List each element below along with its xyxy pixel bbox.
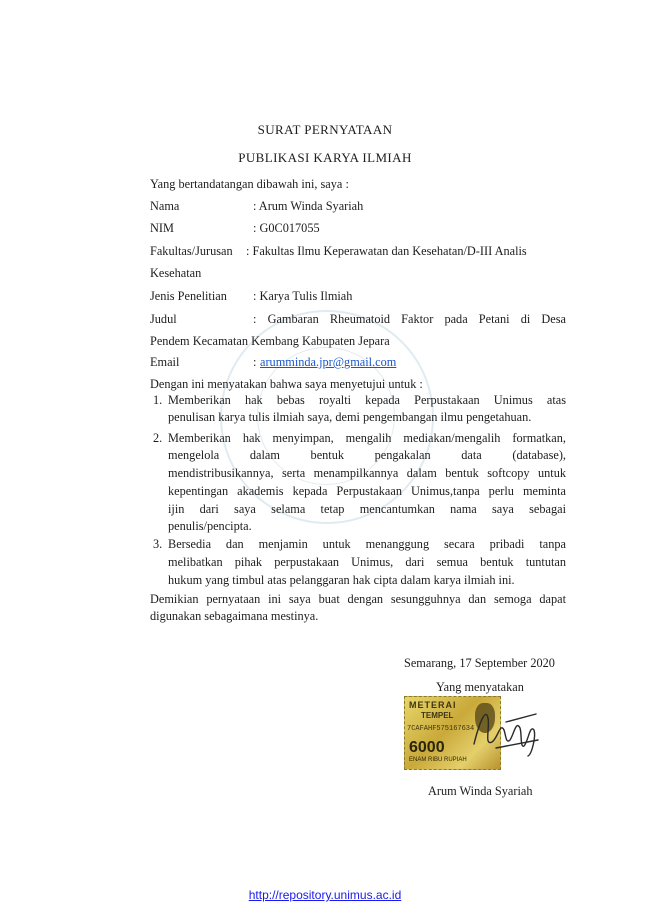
nim-label: NIM	[150, 221, 174, 235]
item-2-line-5: ijin dari saya selama tetap mencantumkan nama saya sebagai	[168, 502, 566, 516]
item-2-number: 2.	[153, 431, 163, 445]
fakultas-continuation: Kesehatan	[150, 266, 202, 280]
repository-link[interactable]: http://repository.unimus.ac.id	[248, 888, 402, 902]
nama-value: : Arum Winda Syariah	[253, 199, 364, 213]
item-3-line-2: melibatkan pihak perpustakaan Unimus, dari semua bentuk tuntutan	[168, 555, 566, 569]
intro-text: Yang bertandatangan dibawah ini, saya :	[150, 177, 349, 191]
place-date: Semarang, 17 September 2020	[404, 656, 555, 670]
stamp-line-2: TEMPEL	[421, 711, 454, 720]
jenis-value: : Karya Tulis Ilmiah	[253, 289, 353, 303]
item-2-line-1: Memberikan hak menyimpan, mengalih mediakan/mengalih formatkan,	[168, 431, 566, 445]
nim-value: : G0C017055	[253, 221, 320, 235]
document-title: SURAT PERNYATAAN	[257, 122, 393, 137]
jenis-label: Jenis Penelitian	[150, 289, 227, 303]
email-colon: :	[253, 355, 257, 369]
statement-text: Dengan ini menyatakan bahwa saya menyetujui untuk :	[150, 377, 423, 391]
item-2-line-2: mengelola dalam bentuk pengakalan data (database),	[168, 448, 566, 462]
item-2-line-6: penulis/pencipta.	[168, 519, 252, 533]
item-3-number: 3.	[153, 537, 163, 551]
stamp-code: 7CAFAHF575167634	[407, 725, 475, 733]
nama-label: Nama	[150, 199, 180, 213]
judul-label: Judul	[150, 312, 177, 326]
email-link[interactable]: arumminda.jpr@gmail.com	[260, 355, 397, 369]
email-label: Email	[150, 355, 180, 369]
fakultas-label: Fakultas/Jurusan	[150, 244, 233, 258]
document-subtitle: PUBLIKASI KARYA ILMIAH	[238, 150, 412, 165]
handwritten-signature	[466, 700, 546, 760]
item-2-line-4: kepentingan akademis kepada Perpustakaan Unimus,tanpa perlu meminta	[168, 484, 566, 498]
item-1-line-2: penulisan karya tulis ilmiah saya, demi pengembangan ilmu pengetahuan.	[168, 410, 532, 424]
declarant-label: Yang menyatakan	[436, 680, 524, 694]
closing-line-2: digunakan sebagaimana mestinya.	[150, 609, 319, 623]
fakultas-value: : Fakultas Ilmu Keperawatan dan Kesehatan/D-III Analis	[246, 244, 527, 258]
stamp-line-1: METERAI	[409, 700, 457, 710]
stamp-caption: ENAM RIBU RUPIAH	[409, 757, 467, 763]
item-1-line-1: Memberikan hak bebas royalti kepada Perpustakaan Unimus atas	[168, 393, 566, 407]
signer-name: Arum Winda Syariah	[428, 784, 533, 798]
closing-line-1: Demikian pernyataan ini saya buat dengan sesungguhnya dan semoga dapat	[150, 592, 566, 606]
stamp-value: 6000	[409, 739, 445, 756]
judul-value: : Gambaran Rheumatoid Faktor pada Petani di Desa	[253, 312, 566, 326]
judul-continuation: Pendem Kecamatan Kembang Kabupaten Jepara	[150, 334, 390, 348]
item-3-line-1: Bersedia dan menjamin untuk menanggung secara pribadi tanpa	[168, 537, 566, 551]
item-2-line-3: mendistribusikannya, serta menampilkannya dalam bentuk softcopy untuk	[168, 466, 566, 480]
item-3-line-3: hukum yang timbul atas pelanggaran hak cipta dalam karya ilmiah ini.	[168, 573, 515, 587]
item-1-number: 1.	[153, 393, 163, 407]
